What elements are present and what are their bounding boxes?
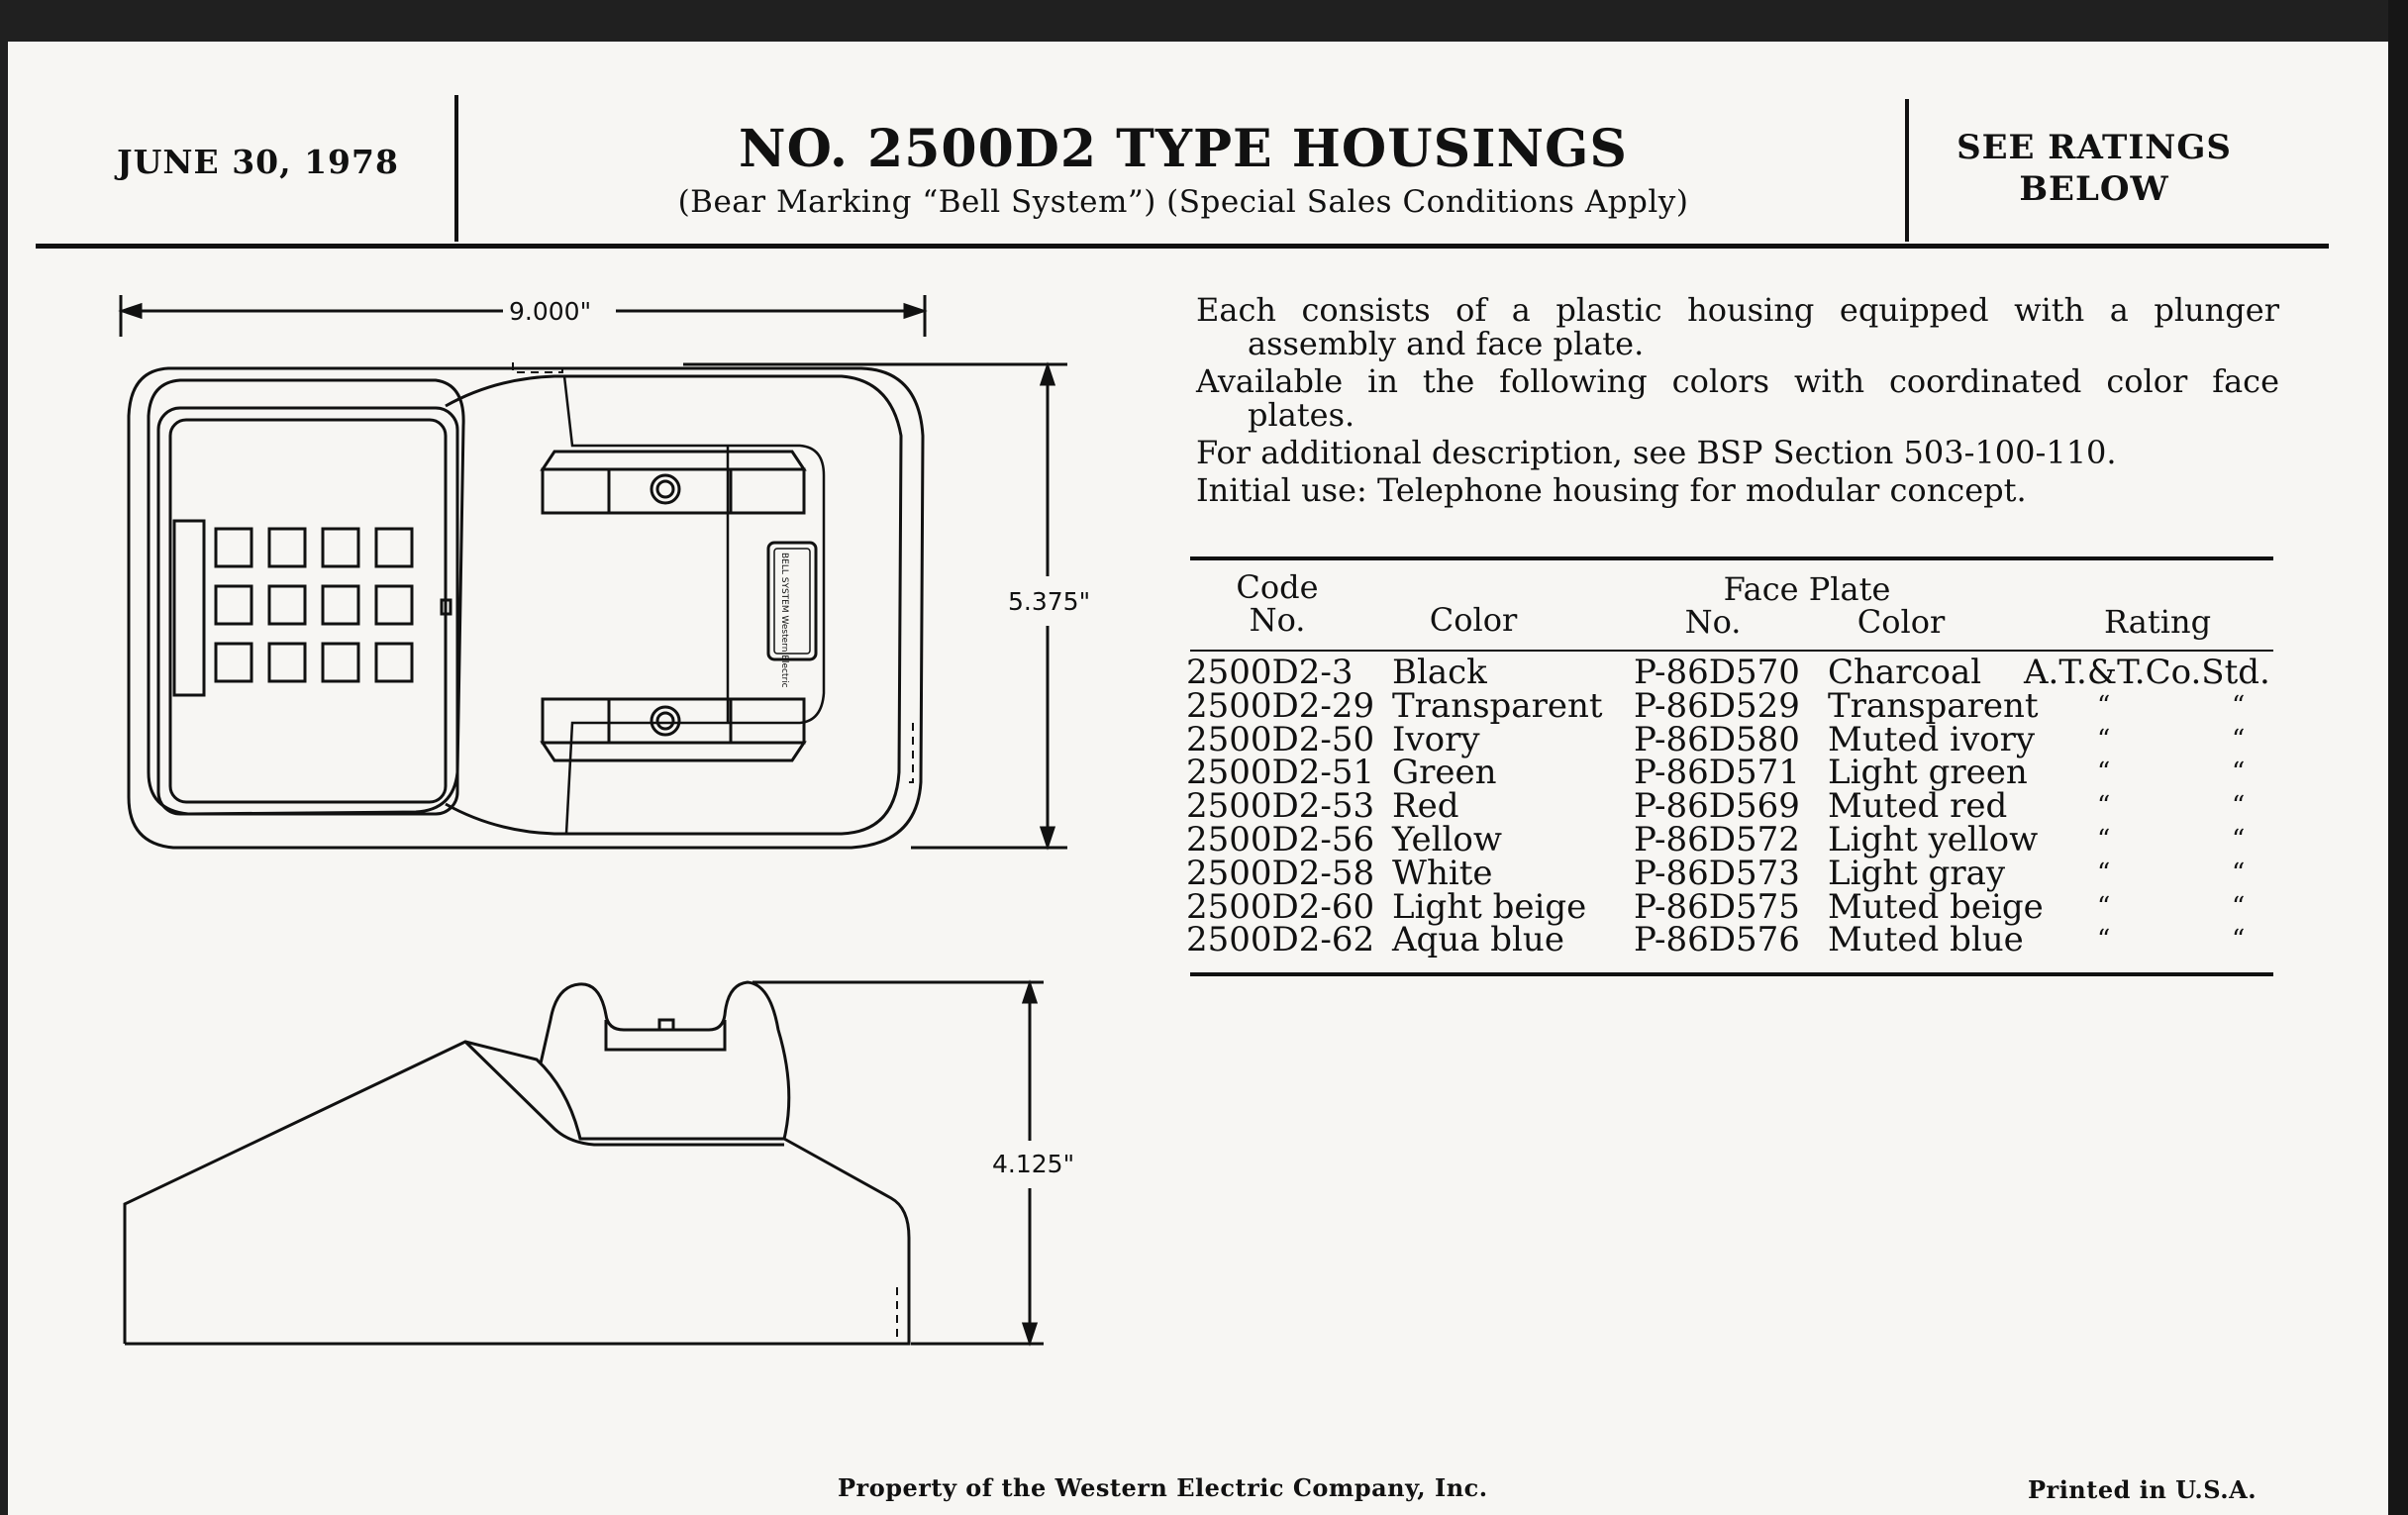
housing-side-view xyxy=(125,982,909,1344)
page-subtitle: (Bear Marking “Bell System”) (Special Sales Conditions Apply) xyxy=(677,184,1689,220)
faceplate-no-cell: P-86D569 xyxy=(1634,786,1800,827)
table-row xyxy=(1184,753,2283,793)
faceplate-no-cell: P-86D529 xyxy=(1634,685,1800,726)
code-cell: 2500D2-51 xyxy=(1186,753,1375,793)
description xyxy=(1196,293,2279,511)
rating-cell: “ xyxy=(2097,858,2111,888)
faceplate-color-cell: Light green xyxy=(1828,753,2028,793)
color-cell: Ivory xyxy=(1392,719,1480,759)
faceplate-no-cell: P-86D571 xyxy=(1634,753,1800,793)
rating-ditto-cell: “ xyxy=(2232,724,2246,755)
table-row xyxy=(1184,819,2283,859)
rating-ditto-cell: “ xyxy=(2232,758,2246,788)
code-cell: 2500D2-53 xyxy=(1186,786,1375,827)
rating-ditto-cell: “ xyxy=(2232,791,2246,822)
table-top-rule xyxy=(1190,556,2273,560)
rating-ditto-cell: “ xyxy=(2232,690,2246,721)
see-ratings-line1: SEE RATINGS xyxy=(1956,128,2232,167)
code-cell: 2500D2-62 xyxy=(1186,920,1375,960)
faceplate-no-cell: P-86D575 xyxy=(1634,886,1800,927)
faceplate-color-cell: Muted blue xyxy=(1828,920,2024,960)
rating-cell: “ xyxy=(2097,724,2111,755)
page-title: NO. 2500D2 TYPE HOUSINGS xyxy=(739,119,1628,179)
rating-cell: “ xyxy=(2097,690,2111,721)
rating-cell: “ xyxy=(2097,891,2111,922)
depth-dimension-label: 5.375" xyxy=(1008,587,1091,616)
faceplate-color-cell: Muted ivory xyxy=(1828,719,2036,759)
color-cell: Black xyxy=(1392,653,1487,692)
property-notice: Property of the Western Electric Company, Inc. xyxy=(838,1473,1488,1502)
color-cell: Aqua blue xyxy=(1392,920,1564,960)
faceplate-color-cell: Light gray xyxy=(1828,853,2006,893)
header-faceplate-no: No. xyxy=(1684,603,1742,641)
width-dimension-label: 9.000" xyxy=(509,297,592,326)
table-row xyxy=(1184,786,2283,827)
header-rating: Rating xyxy=(2103,603,2212,641)
table-row xyxy=(1184,653,2283,692)
faceplate-no-cell: P-86D573 xyxy=(1634,853,1800,893)
color-cell: Yellow xyxy=(1392,819,1502,859)
rating-cell: “ xyxy=(2097,791,2111,822)
code-cell: 2500D2-3 xyxy=(1186,653,1354,692)
color-cell: Red xyxy=(1392,786,1459,827)
rating-ditto-cell: “ xyxy=(2232,858,2246,888)
height-dimension-label: 4.125" xyxy=(992,1150,1075,1178)
printed-notice: Printed in U.S.A. xyxy=(2028,1475,2258,1504)
header-face-plate: Face Plate xyxy=(1723,570,1891,608)
table-row xyxy=(1184,920,2283,960)
code-cell: 2500D2-50 xyxy=(1186,719,1375,759)
faceplate-no-cell: P-86D580 xyxy=(1634,719,1800,759)
code-cell: 2500D2-60 xyxy=(1186,886,1375,927)
rating-cell: “ xyxy=(2097,758,2111,788)
see-ratings-line2: BELOW xyxy=(2019,169,2169,209)
housing-top-view xyxy=(129,362,923,848)
table-bottom-rule xyxy=(1190,972,2273,976)
faceplate-no-cell: P-86D572 xyxy=(1634,819,1800,859)
header-color: Color xyxy=(1429,601,1518,639)
color-cell: Transparent xyxy=(1392,685,1603,726)
rating-cell: “ xyxy=(2097,824,2111,855)
rating-cell: “ xyxy=(2097,925,2111,956)
table-row xyxy=(1184,886,2283,927)
faceplate-color-cell: Muted beige xyxy=(1828,886,2044,927)
rating-ditto-cell: “ xyxy=(2232,824,2246,855)
faceplate-no-cell: P-86D570 xyxy=(1634,653,1800,692)
table-row xyxy=(1184,719,2283,759)
rating-cell: A.T.&T.Co.Std. xyxy=(2024,653,2270,692)
logo-badge-text: BELL SYSTEM Western Electric xyxy=(779,553,789,688)
code-cell: 2500D2-56 xyxy=(1186,819,1375,859)
table-row xyxy=(1184,685,2283,726)
housing-table-body xyxy=(1184,653,2283,960)
description-p3: For additional description, see BSP Section 503-100-110. xyxy=(1196,434,2117,471)
code-cell: 2500D2-29 xyxy=(1186,685,1375,726)
color-cell: White xyxy=(1392,853,1493,893)
faceplate-color-cell: Charcoal xyxy=(1828,653,1982,692)
table-header-rule xyxy=(1190,650,2273,652)
faceplate-color-cell: Light yellow xyxy=(1828,819,2039,859)
header-code-line1: Code xyxy=(1236,568,1319,606)
rating-ditto-cell: “ xyxy=(2232,925,2246,956)
description-p1: Each consists of a plastic housing equipped with a plunger assembly and face plate. xyxy=(1196,291,2279,362)
header-code-line2: No. xyxy=(1249,601,1306,639)
header-faceplate-color: Color xyxy=(1856,603,1946,641)
color-cell: Light beige xyxy=(1392,886,1587,927)
description-p4: Initial use: Telephone housing for modular concept. xyxy=(1196,471,2027,509)
table-row xyxy=(1184,853,2283,893)
faceplate-color-cell: Transparent xyxy=(1828,685,2039,726)
faceplate-color-cell: Muted red xyxy=(1828,786,2008,827)
rating-ditto-cell: “ xyxy=(2232,891,2246,922)
code-cell: 2500D2-58 xyxy=(1186,853,1375,893)
faceplate-no-cell: P-86D576 xyxy=(1634,920,1800,960)
issue-date: JUNE 30, 1978 xyxy=(117,143,399,181)
description-p2: Available in the following colors with coordinated color face plates. xyxy=(1196,362,2279,434)
color-cell: Green xyxy=(1392,753,1497,793)
